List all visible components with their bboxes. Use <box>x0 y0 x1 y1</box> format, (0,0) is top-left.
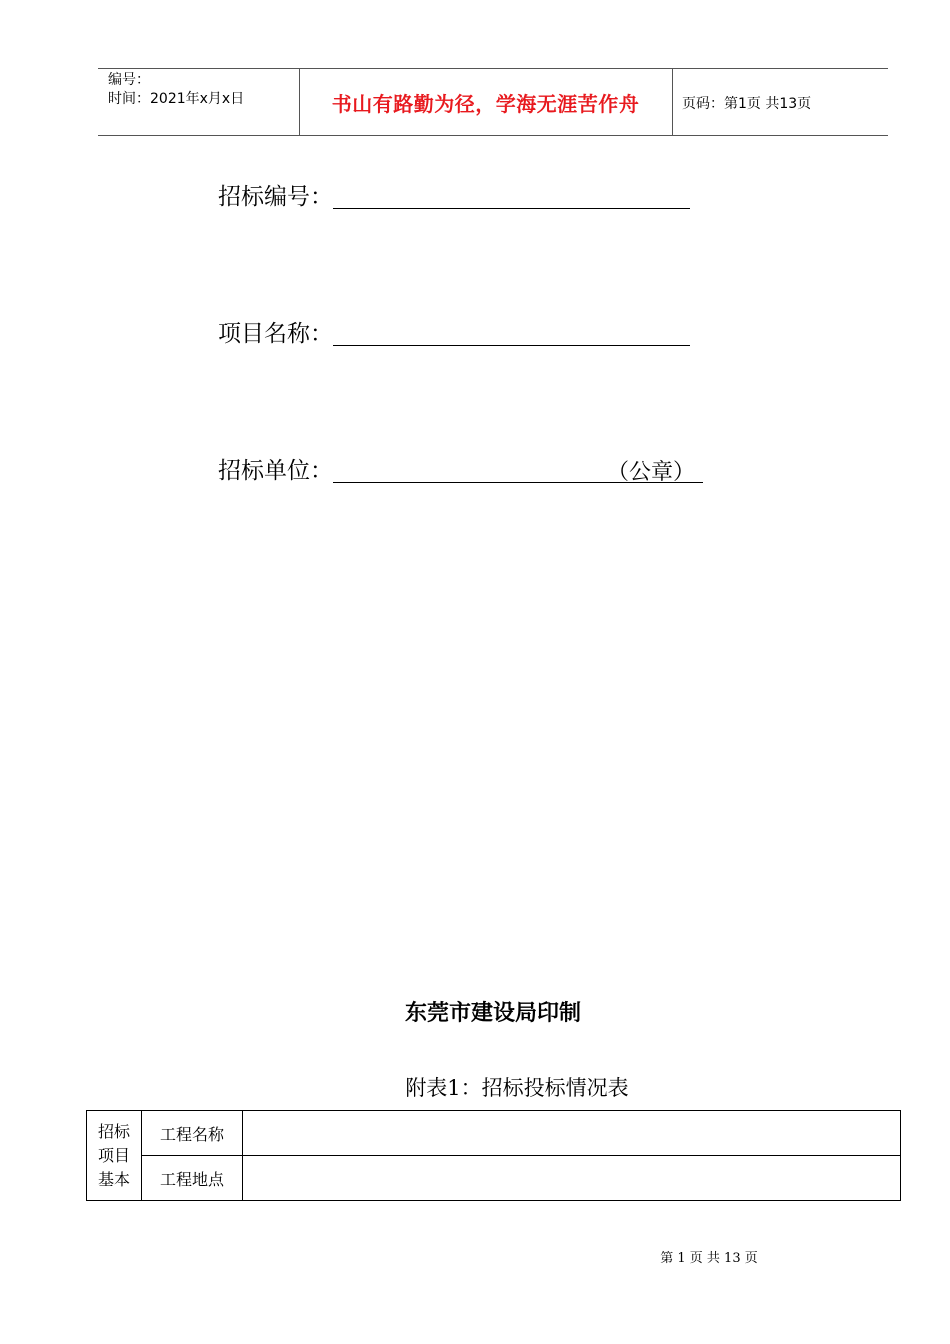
serial-label: 编号： <box>108 72 150 88</box>
tender-unit-field <box>218 452 703 485</box>
category-line: 项目 <box>97 1145 130 1165</box>
tender-number-label: 招标编号： <box>218 184 333 210</box>
category-cell <box>87 1111 142 1201</box>
header-divider <box>672 68 673 135</box>
tender-unit-label: 招标单位： <box>218 458 333 484</box>
time-label: 时间：2021年x月x日 <box>108 91 245 107</box>
project-name-blank[interactable] <box>333 323 690 346</box>
header-motto: 书山有路勤为径，学海无涯苦作舟 <box>331 92 640 116</box>
category-line: 招标 <box>97 1121 130 1141</box>
header-bottom-rule <box>98 135 888 136</box>
header-meta <box>108 71 244 109</box>
project-name-label: 项目名称： <box>218 321 333 347</box>
table-row <box>87 1156 901 1201</box>
printer-credit: 东莞市建设局印制 <box>404 1000 581 1026</box>
table-row <box>87 1111 901 1156</box>
tender-number-blank[interactable] <box>333 186 690 209</box>
page-footer: 第 1 页 共 13 页 <box>660 1251 758 1266</box>
project-name-field <box>218 315 690 348</box>
header-top-rule <box>98 68 888 69</box>
category-line: 基本 <box>97 1169 130 1189</box>
seal-note: （公章） <box>606 460 695 485</box>
tender-number-field <box>218 178 690 211</box>
row-label: 工程地点 <box>142 1156 243 1201</box>
bidding-info-table <box>86 1110 901 1201</box>
annex-title: 附表1：招标投标情况表 <box>405 1076 629 1100</box>
header-page-info: 页码：第1页 共13页 <box>682 96 812 112</box>
row-label: 工程名称 <box>142 1111 243 1156</box>
project-name-value[interactable] <box>243 1111 901 1156</box>
project-location-value[interactable] <box>243 1156 901 1201</box>
tender-unit-blank[interactable] <box>333 460 703 483</box>
